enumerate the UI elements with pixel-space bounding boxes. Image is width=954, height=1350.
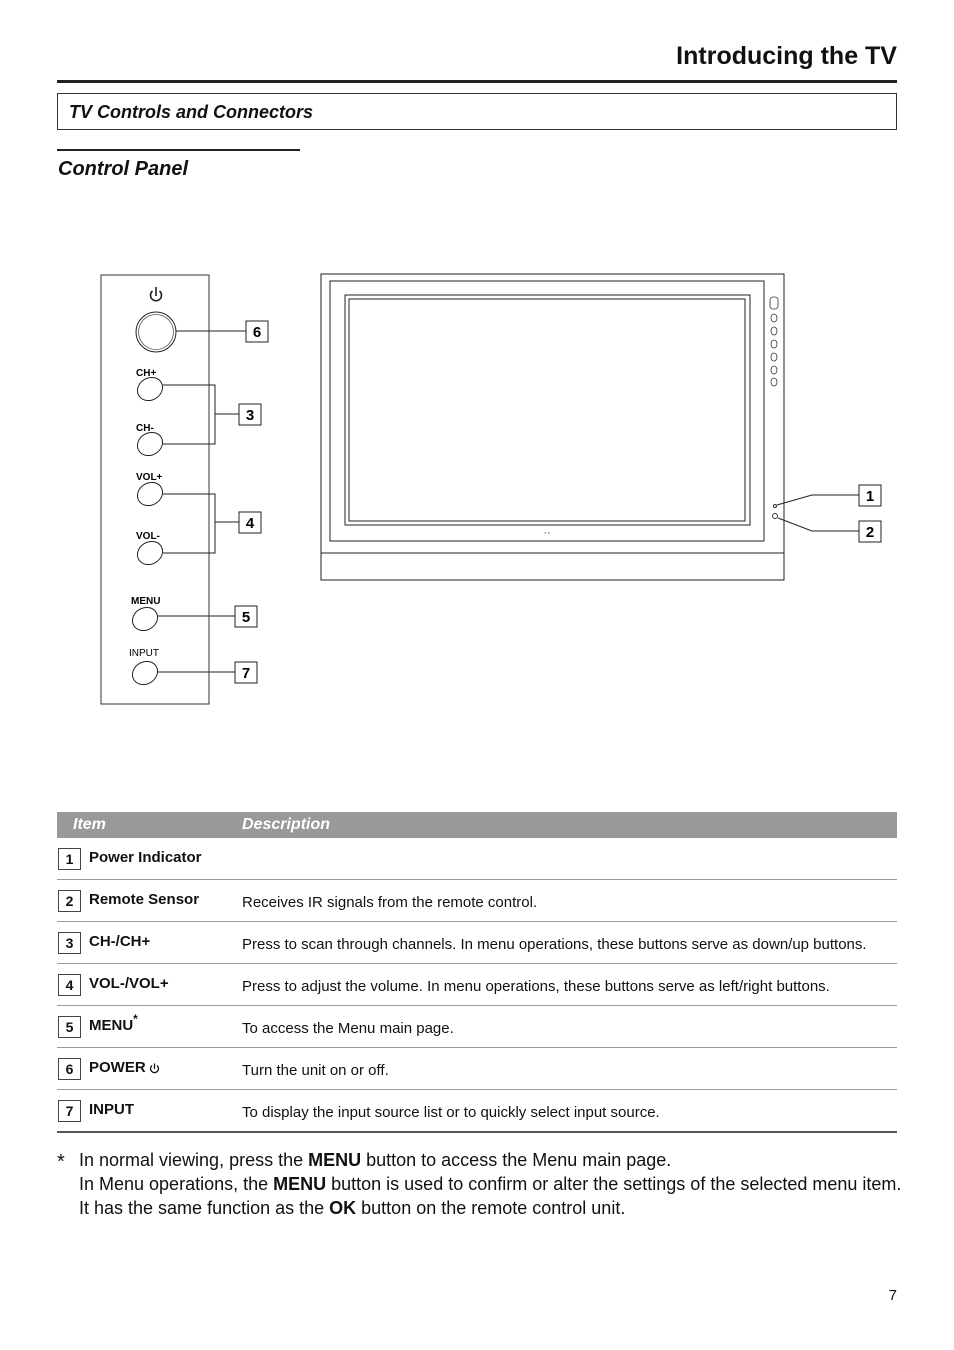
vol-plus-label: VOL+ — [136, 472, 163, 483]
row-item: CH-/CH+ — [89, 933, 151, 950]
row-item — [89, 1059, 161, 1076]
svg-text:2: 2 — [865, 524, 875, 541]
menu-button[interactable] — [128, 603, 162, 635]
table-row — [57, 1090, 897, 1133]
side-panel-outline — [101, 275, 209, 704]
row-number: 6 — [58, 1058, 81, 1080]
footnote-line-2: In Menu operations, the MENU button is used to confirm or alter the settings of the selected menu item. It has the same function as the OK button on the remote control unit. — [79, 1174, 902, 1218]
power-button[interactable] — [136, 312, 176, 352]
svg-text:4: 4 — [245, 515, 255, 532]
subsection-title: Control Panel — [58, 158, 189, 180]
vol-minus-label: VOL- — [136, 531, 160, 542]
header-item: Item — [73, 816, 106, 833]
ch-plus-label: CH+ — [136, 368, 157, 379]
table-header — [57, 812, 897, 838]
footnote-star: * — [57, 1151, 65, 1173]
tv-front — [321, 274, 784, 580]
footnote-text — [79, 1148, 904, 1220]
callout-1 — [859, 485, 881, 506]
callout-3 — [239, 404, 261, 425]
row-description: To display the input source list or to quickly select input source. — [242, 1104, 660, 1121]
power-indicator-icon — [774, 505, 777, 508]
row-item-text: POWER — [89, 1059, 146, 1076]
row-item: VOL-/VOL+ — [89, 975, 169, 992]
row-description: Turn the unit on or off. — [242, 1062, 389, 1079]
table-row — [57, 964, 897, 1006]
callout-2 — [859, 521, 881, 542]
svg-text:1: 1 — [865, 488, 875, 505]
row-number: 5 — [58, 1016, 81, 1038]
row-item: Power Indicator — [89, 849, 202, 866]
row-description: To access the Menu main page. — [242, 1020, 454, 1037]
input-label: INPUT — [129, 648, 159, 659]
tv-side-buttons-icon — [770, 297, 778, 386]
row-description: Receives IR signals from the remote control. — [242, 894, 538, 911]
menu-label: MENU — [131, 596, 161, 607]
svg-text:6: 6 — [252, 324, 262, 341]
controls-table — [57, 812, 897, 1133]
ch-minus-label: CH- — [136, 423, 154, 434]
section-title: TV Controls and Connectors — [69, 102, 314, 122]
callout-7 — [235, 662, 257, 683]
svg-text:7: 7 — [241, 665, 251, 682]
remote-sensor-icon — [773, 514, 778, 519]
table-row — [57, 1048, 897, 1090]
footnote-marker: * — [133, 1012, 138, 1026]
table-row — [57, 1006, 897, 1048]
row-number: 2 — [58, 890, 81, 912]
svg-text:5: 5 — [241, 609, 251, 626]
input-button[interactable] — [128, 657, 162, 689]
page-number: 7 — [888, 1287, 897, 1304]
svg-text:3: 3 — [245, 407, 255, 424]
svg-text:* *: * * — [544, 532, 550, 538]
table-row — [57, 838, 897, 880]
row-item: Remote Sensor — [89, 891, 200, 908]
row-item — [89, 1012, 138, 1034]
row-number: 4 — [58, 974, 81, 996]
callout-6 — [246, 321, 268, 342]
row-number: 3 — [58, 932, 81, 954]
callout-5 — [235, 606, 257, 627]
page-title: Introducing the TV — [676, 42, 897, 70]
table-row — [57, 922, 897, 964]
callout-4 — [239, 512, 261, 533]
footnote-line-1: In normal viewing, press the MENU button to access the Menu main page. — [79, 1150, 672, 1170]
row-description: Press to adjust the volume. In menu operations, these buttons serve as left/right buttons. — [242, 978, 830, 995]
table-row — [57, 880, 897, 922]
leader-lines-tv — [777, 495, 859, 531]
row-number: 1 — [58, 848, 81, 870]
power-symbol-icon — [151, 287, 162, 301]
row-item-text: MENU — [89, 1017, 134, 1034]
power-icon — [148, 1062, 161, 1075]
leader-lines-side — [158, 331, 246, 672]
row-description: Press to scan through channels. In menu operations, these buttons serve as down/up buttons. — [242, 936, 867, 953]
header-description: Description — [242, 816, 331, 833]
row-item: INPUT — [89, 1101, 134, 1118]
row-number: 7 — [58, 1100, 81, 1122]
